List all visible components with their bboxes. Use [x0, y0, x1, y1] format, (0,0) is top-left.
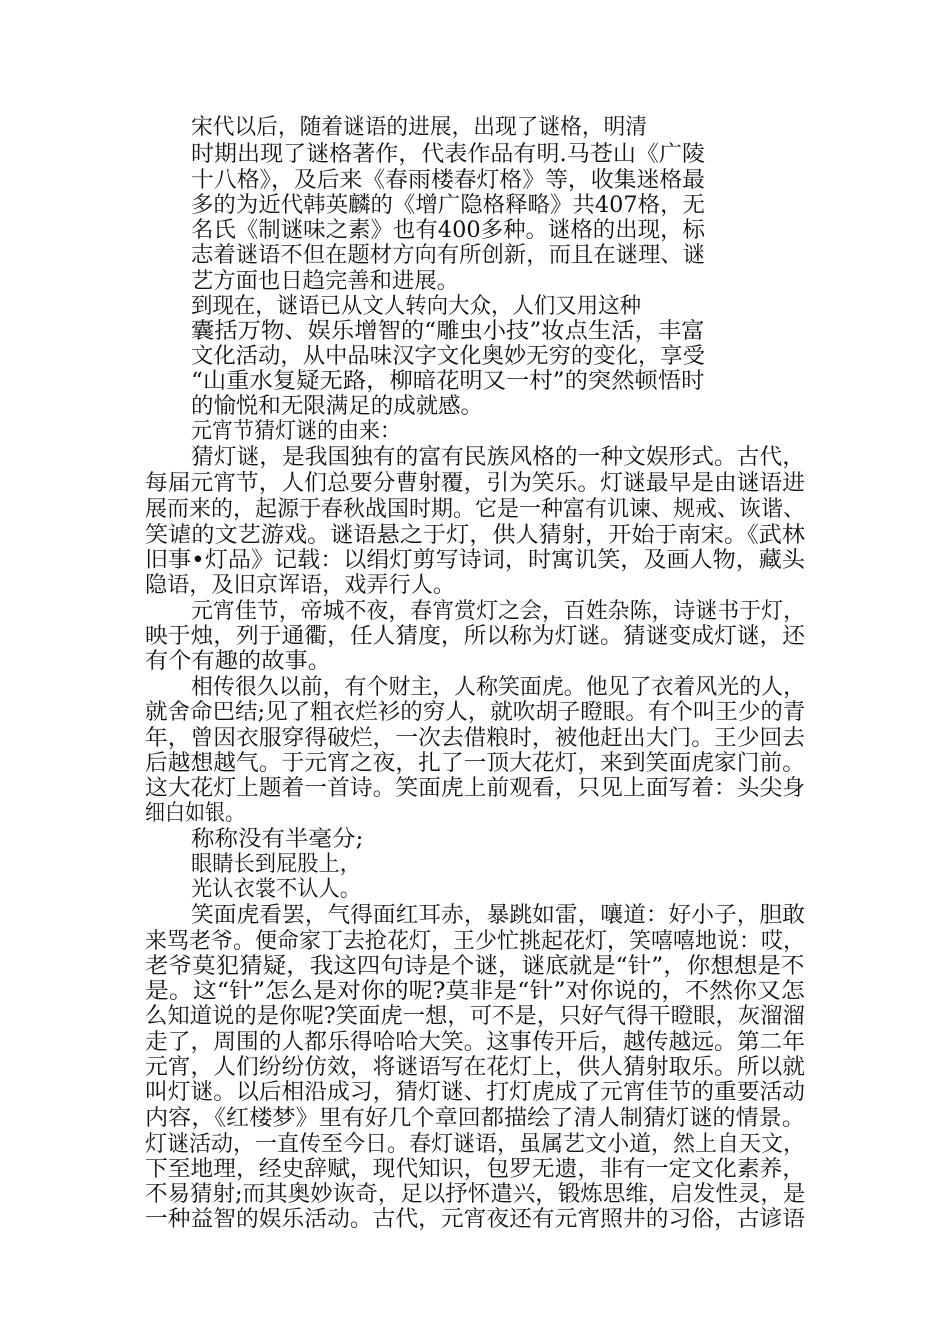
text-line: 宋代以后，随着谜语的进展，出现了谜格，明清 [191, 115, 648, 140]
text-line: 元宵佳节，帝城不夜，春宵赏灯之会，百姓杂陈，诗谜书于灯， [191, 599, 806, 624]
text-line: 走了，周围的人都乐得哈哈大笑。这事传开后，越传越远。第二年 [145, 1030, 806, 1055]
text-line: 叫灯谜。以后相沿成习，猜灯谜、打灯虎成了元宵佳节的重要活动 [145, 1080, 806, 1105]
text-line: 每届元宵节，人们总要分曹射覆，引为笑乐。灯谜最早是由谜语进 [145, 471, 806, 496]
text-line: 内容，《红楼梦》里有好几个章回都描绘了清人制猜灯谜的情景。 [145, 1106, 806, 1131]
text-line: 下至地理，经史辞赋，现代知识，包罗无遗，非有一定文化素养， [145, 1157, 806, 1182]
text-line: 老爷莫犯猜疑，我这四句诗是个谜，谜底就是“针”，你想想是不 [145, 954, 805, 979]
text-line: 囊括万物、娱乐增智的“雕虫小技”妆点生活，丰富 [191, 319, 705, 344]
text-line: 艺方面也日趋完善和进展。 [191, 269, 460, 294]
text-line: 细白如银。 [145, 801, 246, 826]
text-line: 眼睛长到屁股上， [191, 852, 362, 877]
text-line: 是。这“针”怎么是对你的呢?莫非是“针”对你说的，不然你又怎 [145, 979, 805, 1004]
text-line: 的愉悦和无限满足的成就感。 [191, 394, 484, 419]
text-line: 灯谜活动，一直传至今日。春灯谜语，虽属艺文小道，然上自天文， [145, 1132, 806, 1157]
text-line: 旧事•灯品》记载：以绢灯剪写诗词，时寓讥笑，及画人物，藏头 [145, 548, 805, 573]
text-line: 相传很久以前，有个财主，人称笑面虎。他见了衣着风光的人， [191, 675, 806, 700]
text-line: 元宵节猜灯谜的由来： [191, 419, 402, 444]
text-line: 有个有趣的故事。 [145, 649, 332, 674]
text-line: 笑谑的文艺游戏。谜语悬之于灯，供人猜射，开始于南宋。《武林 [145, 523, 806, 548]
text-line: 映于烛，列于通衢，任人猜度，所以称为灯谜。猜谜变成灯谜，还 [145, 624, 806, 649]
text-line: 称称没有半毫分; [191, 827, 364, 852]
text-line: 时期出现了谜格著作，代表作品有明.马苍山《广陵 [191, 142, 705, 167]
text-line: 元宵，人们纷纷仿效，将谜语写在花灯上，供人猜射取乐。所以就 [145, 1055, 806, 1080]
text-line: 十八格》，及后来《春雨楼春灯格》等，收集迷格最 [191, 168, 706, 193]
text-line: 多的为近代韩英麟的《增广隐格释略》共407格，无 [191, 193, 705, 218]
text-line: 到现在，谜语已从文人转向大众，人们又用这种 [191, 294, 642, 319]
text-line: 来骂老爷。便命家丁去抢花灯，王少忙挑起花灯，笑嘻嘻地说：哎， [145, 929, 806, 954]
text-line: 后越想越气。于元宵之夜，扎了一顶大花灯，来到笑面虎家门前。 [145, 751, 806, 776]
text-line: 光认衣裳不认人。 [191, 877, 362, 902]
text-line: 志着谜语不但在题材方向有所创新，而且在谜理、谜 [191, 243, 706, 268]
text-line: 这大花灯上题着一首诗。笑面虎上前观看，只见上面写着：头尖身 [145, 776, 806, 801]
text-line: 一种益智的娱乐活动。古代，元宵夜还有元宵照井的习俗，古谚语 [145, 1207, 806, 1232]
text-line: 不易猜射;而其奥妙诙奇，足以抒怀遣兴，锻炼思维，启发性灵，是 [145, 1182, 806, 1207]
text-line: 展而来的，起源于春秋战国时期。它是一种富有讥谏、规戒、诙谐、 [145, 497, 806, 522]
text-line: 名氏《制谜味之素》也有400多种。谜格的出现，标 [191, 218, 705, 243]
text-line: “山重水复疑无路，柳暗花明又一村”的突然顿悟时 [191, 369, 705, 394]
text-line: 隐语，及旧京诨语，戏弄行人。 [145, 573, 456, 598]
text-line: 猜灯谜，是我国独有的富有民族风格的一种文娱形式。古代， [191, 445, 806, 470]
text-line: 文化活动，从中品味汉字文化奥妙无穷的变化，享受 [191, 344, 706, 369]
text-line: 么知道说的是你呢?笑面虎一想，可不是，只好气得干瞪眼，灰溜溜 [145, 1004, 805, 1029]
text-line: 笑面虎看罢，气得面红耳赤，暴跳如雷，嚷道：好小子，胆敢 [191, 903, 806, 928]
text-line: 就舍命巴结;见了粗衣烂衫的穷人，就吹胡子瞪眼。有个叫王少的青 [145, 700, 806, 725]
text-line: 年，曾因衣服穿得破烂，一次去借粮时，被他赶出大门。王少回去 [145, 726, 806, 751]
